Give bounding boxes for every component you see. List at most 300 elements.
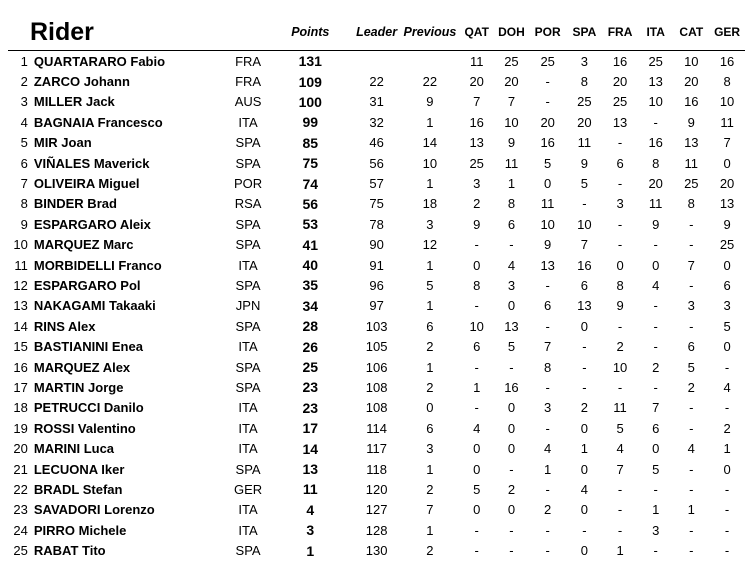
race-result-cell: - bbox=[653, 114, 658, 130]
nationality-cell: SPA bbox=[235, 155, 261, 171]
race-result-cell: 5 bbox=[723, 318, 731, 334]
race-result-cell: - bbox=[509, 522, 514, 538]
race-result-cell: 6 bbox=[723, 277, 731, 293]
race-result-cell: 7 bbox=[723, 135, 731, 151]
race-result-cell: 6 bbox=[507, 216, 516, 232]
gap-to-leader-cell: 105 bbox=[365, 339, 388, 355]
race-result-cell: 7 bbox=[473, 94, 481, 110]
rank-cell: 2 bbox=[20, 74, 28, 90]
race-result-cell: - bbox=[689, 237, 694, 253]
points-column-header: Points bbox=[268, 14, 353, 51]
race-result-cell: 9 bbox=[473, 216, 481, 232]
race-result-cell: - bbox=[545, 481, 550, 497]
nationality-cell: ITA bbox=[238, 420, 258, 436]
table-row bbox=[8, 51, 745, 72]
race-result-cell: 7 bbox=[652, 400, 660, 416]
race-result-cell: 1 bbox=[544, 461, 552, 477]
rider-name-cell: ROSSI Valentino bbox=[33, 420, 136, 436]
race-result-cell: 20 bbox=[577, 114, 592, 130]
nationality-cell: AUS bbox=[234, 94, 262, 110]
race-result-cell: 10 bbox=[612, 359, 628, 375]
table-row bbox=[8, 235, 745, 255]
race-result-cell: - bbox=[545, 318, 550, 334]
gap-to-leader-cell: 56 bbox=[369, 155, 384, 171]
points-cell: 85 bbox=[302, 134, 319, 151]
gap-to-leader-cell: 108 bbox=[365, 379, 388, 395]
nationality-cell: SPA bbox=[235, 379, 261, 395]
gap-to-previous-cell: 1 bbox=[426, 359, 434, 375]
rank-cell: 1 bbox=[20, 53, 28, 69]
gap-to-previous-cell: 1 bbox=[426, 298, 434, 314]
race-result-cell: - bbox=[617, 216, 623, 232]
race-result-cell: - bbox=[509, 461, 514, 477]
points-cell: 34 bbox=[302, 297, 319, 314]
table-row bbox=[8, 71, 745, 91]
race-result-cell: 7 bbox=[687, 257, 695, 273]
rank-cell: 17 bbox=[13, 379, 28, 395]
gap-to-previous-cell: 1 bbox=[426, 257, 434, 273]
race-result-cell: 0 bbox=[580, 461, 588, 477]
race-result-cell: 13 bbox=[612, 114, 628, 130]
points-cell: 26 bbox=[302, 338, 319, 355]
rank-cell: 10 bbox=[13, 237, 28, 253]
race-result-cell: 20 bbox=[540, 114, 555, 130]
race-result-cell: - bbox=[582, 339, 587, 355]
table-row bbox=[8, 92, 745, 112]
gap-to-leader-cell: 130 bbox=[365, 543, 388, 559]
race-result-cell: - bbox=[509, 237, 514, 253]
rider-name-cell: MARINI Luca bbox=[33, 441, 115, 457]
gap-to-previous-cell: 6 bbox=[426, 420, 434, 436]
race-result-cell: - bbox=[582, 359, 587, 375]
race-result-cell: 25 bbox=[540, 53, 555, 69]
gap-to-previous-cell: 5 bbox=[426, 277, 434, 293]
race-result-cell: 0 bbox=[544, 176, 552, 192]
rider-name-cell: BRADL Stefan bbox=[33, 481, 123, 497]
gap-to-leader-cell: 106 bbox=[365, 359, 388, 375]
race-result-cell: 13 bbox=[684, 135, 699, 151]
race-result-cell: 7 bbox=[580, 237, 588, 253]
rank-cell: 19 bbox=[13, 420, 28, 436]
race-result-cell: 5 bbox=[544, 155, 552, 171]
rank-cell: 18 bbox=[13, 400, 28, 416]
table-row bbox=[8, 336, 745, 356]
race-result-cell: 1 bbox=[616, 543, 624, 559]
race-result-cell: - bbox=[582, 379, 587, 395]
race-result-cell: - bbox=[617, 379, 623, 395]
race-result-cell: 2 bbox=[473, 196, 481, 212]
race-result-cell: 4 bbox=[687, 441, 695, 457]
rank-cell: 14 bbox=[13, 318, 28, 334]
rider-name-cell: OLIVEIRA Miguel bbox=[33, 176, 140, 192]
race-result-cell: - bbox=[689, 400, 694, 416]
rank-cell: 16 bbox=[13, 359, 28, 375]
gap-to-previous-cell: 1 bbox=[426, 114, 434, 130]
nationality-cell: ITA bbox=[238, 441, 258, 457]
race-result-cell: 10 bbox=[469, 318, 484, 334]
race-result-cell: 0 bbox=[723, 461, 731, 477]
gap-to-previous-cell: 14 bbox=[422, 135, 438, 151]
rider-name-cell: ESPARGARO Aleix bbox=[33, 216, 151, 232]
race-result-cell: 10 bbox=[719, 94, 735, 110]
points-cell: 109 bbox=[298, 73, 322, 90]
race-result-cell: 2 bbox=[580, 400, 588, 416]
nationality-cell: ITA bbox=[238, 257, 258, 273]
race-result-cell: - bbox=[724, 543, 730, 559]
race-result-cell: 1 bbox=[652, 502, 660, 518]
race-result-cell: 20 bbox=[719, 176, 735, 192]
race-result-cell: 0 bbox=[580, 502, 588, 518]
race-result-cell: 0 bbox=[473, 461, 481, 477]
rider-name-cell: QUARTARARO Fabio bbox=[33, 53, 166, 69]
points-cell: 74 bbox=[302, 175, 319, 192]
rank-cell: 5 bbox=[20, 135, 28, 151]
race-result-cell: 0 bbox=[473, 441, 481, 457]
race-result-cell: 0 bbox=[507, 441, 516, 457]
table-row bbox=[8, 296, 745, 316]
race-result-cell: 8 bbox=[507, 196, 516, 212]
gap-to-previous-cell: 2 bbox=[426, 339, 434, 355]
rider-name-cell: ZARCO Johann bbox=[33, 74, 130, 90]
table-row bbox=[8, 540, 745, 560]
gap-to-leader-cell: 103 bbox=[365, 318, 388, 334]
race-result-cell: 11 bbox=[577, 135, 592, 151]
race-result-cell: 16 bbox=[719, 53, 735, 69]
gap-to-leader-cell bbox=[353, 51, 401, 72]
race-result-cell: 16 bbox=[577, 257, 592, 273]
race-result-cell: 4 bbox=[580, 481, 588, 497]
points-cell: 11 bbox=[302, 481, 318, 498]
rider-name-cell: PIRRO Michele bbox=[33, 522, 127, 538]
race-result-cell: - bbox=[617, 176, 623, 192]
rank-cell: 7 bbox=[20, 176, 28, 192]
race-result-cell: 2 bbox=[652, 359, 660, 375]
points-cell: 99 bbox=[302, 114, 319, 131]
rank-cell: 12 bbox=[13, 277, 28, 293]
table-row bbox=[8, 459, 745, 479]
race-result-cell: 6 bbox=[616, 155, 624, 171]
race-result-cell: 5 bbox=[580, 176, 588, 192]
points-cell: 17 bbox=[302, 420, 319, 437]
gap-to-previous-cell: 1 bbox=[426, 522, 434, 538]
race-result-cell: 16 bbox=[648, 135, 663, 151]
points-cell: 35 bbox=[302, 277, 319, 294]
race-result-cell: - bbox=[689, 277, 694, 293]
rider-column-header: Rider bbox=[8, 14, 268, 51]
race-result-cell: 2 bbox=[544, 502, 552, 518]
race-result-cell: 5 bbox=[507, 339, 516, 355]
race-column-header: FRA bbox=[602, 14, 638, 51]
gap-to-previous-cell: 10 bbox=[422, 155, 438, 171]
race-result-cell: 25 bbox=[577, 94, 592, 110]
race-result-cell: 1 bbox=[723, 441, 731, 457]
gap-to-previous-cell: 18 bbox=[422, 196, 438, 212]
gap-to-previous-cell: 12 bbox=[422, 237, 438, 253]
race-result-cell: 10 bbox=[577, 216, 592, 232]
race-result-cell: 9 bbox=[616, 298, 624, 314]
nationality-cell: SPA bbox=[235, 216, 261, 232]
race-result-cell: 25 bbox=[469, 155, 484, 171]
gap-to-leader-cell: 118 bbox=[366, 461, 387, 477]
race-result-cell: 6 bbox=[473, 339, 481, 355]
points-cell: 56 bbox=[302, 195, 319, 212]
race-result-cell: - bbox=[689, 420, 694, 436]
race-result-cell: 5 bbox=[652, 461, 660, 477]
nationality-cell: SPA bbox=[235, 359, 261, 375]
race-result-cell: - bbox=[545, 522, 550, 538]
race-result-cell: 0 bbox=[473, 257, 481, 273]
rider-name-cell: MORBIDELLI Franco bbox=[33, 257, 162, 273]
race-result-cell: 16 bbox=[504, 379, 519, 395]
race-result-cell: 8 bbox=[473, 277, 481, 293]
race-result-cell: 9 bbox=[507, 135, 516, 151]
race-result-cell: 11 bbox=[720, 114, 734, 130]
race-result-cell: 3 bbox=[580, 53, 588, 69]
race-result-cell: - bbox=[545, 277, 550, 293]
gap-to-leader-cell: 32 bbox=[369, 114, 384, 130]
race-result-cell: - bbox=[689, 216, 694, 232]
rank-cell: 9 bbox=[20, 216, 28, 232]
race-result-cell: - bbox=[474, 359, 479, 375]
race-result-cell: 5 bbox=[473, 481, 481, 497]
race-result-cell: 2 bbox=[687, 379, 695, 395]
race-result-cell: 13 bbox=[540, 257, 555, 273]
race-result-cell: 0 bbox=[507, 502, 516, 518]
rider-name-cell: RINS Alex bbox=[33, 318, 96, 334]
race-result-cell: 11 bbox=[540, 196, 555, 212]
table-row bbox=[8, 398, 745, 418]
rank-cell: 20 bbox=[13, 441, 28, 457]
nationality-cell: POR bbox=[233, 176, 263, 192]
points-cell: 14 bbox=[302, 440, 319, 457]
points-cell: 75 bbox=[302, 155, 319, 172]
gap-to-previous-cell: 3 bbox=[426, 441, 434, 457]
race-result-cell: 16 bbox=[612, 53, 628, 69]
race-result-cell: - bbox=[545, 94, 550, 110]
race-result-cell: 3 bbox=[616, 196, 624, 212]
race-result-cell: 3 bbox=[544, 400, 552, 416]
race-result-cell: - bbox=[689, 543, 694, 559]
race-result-cell: 16 bbox=[469, 114, 484, 130]
race-result-cell: 9 bbox=[687, 114, 695, 130]
race-result-cell: 6 bbox=[580, 277, 588, 293]
race-result-cell: 0 bbox=[507, 400, 516, 416]
race-result-cell: 25 bbox=[719, 237, 735, 253]
table-row bbox=[8, 153, 745, 173]
race-column-header: ITA bbox=[638, 14, 674, 51]
race-result-cell: - bbox=[617, 135, 623, 151]
points-cell: 23 bbox=[302, 379, 319, 396]
gap-to-previous-cell: 22 bbox=[422, 74, 438, 90]
race-result-cell: - bbox=[689, 481, 694, 497]
rank-cell: 25 bbox=[13, 543, 28, 559]
rank-cell: 21 bbox=[13, 461, 28, 477]
nationality-cell: RSA bbox=[234, 196, 262, 212]
rank-cell: 15 bbox=[13, 339, 28, 355]
race-result-cell: - bbox=[724, 502, 730, 518]
table-body bbox=[8, 51, 745, 561]
points-cell: 13 bbox=[302, 461, 319, 477]
race-result-cell: 0 bbox=[473, 502, 481, 518]
points-cell: 40 bbox=[302, 257, 319, 274]
race-result-cell: 16 bbox=[684, 94, 699, 110]
nationality-cell: GER bbox=[233, 481, 263, 497]
points-cell: 131 bbox=[298, 53, 322, 70]
rank-cell: 23 bbox=[13, 502, 28, 518]
nationality-cell: ITA bbox=[238, 339, 258, 355]
gap-to-leader-cell: 117 bbox=[366, 441, 387, 457]
race-result-cell: - bbox=[689, 461, 694, 477]
race-result-cell: 0 bbox=[616, 257, 624, 273]
race-result-cell: 2 bbox=[616, 339, 624, 355]
race-result-cell: - bbox=[545, 379, 550, 395]
leader-column-header: Leader bbox=[353, 14, 401, 51]
race-result-cell: 3 bbox=[723, 298, 731, 314]
race-result-cell: 25 bbox=[504, 53, 519, 69]
race-column-header: POR bbox=[529, 14, 567, 51]
race-result-cell: 10 bbox=[684, 53, 699, 69]
rider-name-cell: VIÑALES Maverick bbox=[33, 155, 150, 171]
race-column-header: SPA bbox=[567, 14, 603, 51]
race-result-cell: 10 bbox=[540, 216, 555, 232]
rank-cell: 24 bbox=[13, 522, 28, 538]
table-row bbox=[8, 112, 745, 132]
race-result-cell: 5 bbox=[616, 420, 624, 436]
race-result-cell: 2 bbox=[507, 481, 516, 497]
gap-to-previous-cell: 2 bbox=[426, 543, 434, 559]
rank-cell: 13 bbox=[13, 298, 28, 314]
race-result-cell: - bbox=[582, 522, 587, 538]
race-result-cell: 0 bbox=[580, 543, 588, 559]
race-result-cell: - bbox=[617, 237, 623, 253]
race-result-cell: 25 bbox=[648, 53, 663, 69]
gap-to-leader-cell: 120 bbox=[365, 481, 388, 497]
race-result-cell: - bbox=[509, 543, 514, 559]
nationality-cell: SPA bbox=[235, 237, 261, 253]
race-result-cell: 0 bbox=[652, 441, 660, 457]
gap-to-leader-cell: 78 bbox=[369, 216, 384, 232]
race-result-cell: 4 bbox=[616, 441, 624, 457]
gap-to-previous-cell: 9 bbox=[426, 94, 434, 110]
table-row bbox=[8, 357, 745, 377]
race-result-cell: - bbox=[617, 481, 623, 497]
race-result-cell: 0 bbox=[652, 257, 660, 273]
rider-name-cell: NAKAGAMI Takaaki bbox=[33, 298, 156, 314]
race-result-cell: 13 bbox=[719, 196, 735, 212]
race-result-cell: - bbox=[689, 522, 694, 538]
race-result-cell: 7 bbox=[544, 339, 552, 355]
race-result-cell: - bbox=[474, 400, 479, 416]
standings-table bbox=[8, 14, 745, 561]
race-result-cell: 10 bbox=[504, 114, 519, 130]
race-result-cell: 4 bbox=[544, 441, 552, 457]
gap-to-previous-cell bbox=[401, 51, 460, 72]
race-result-cell: 9 bbox=[723, 216, 731, 232]
table-row bbox=[8, 418, 745, 438]
race-column-header: QAT bbox=[459, 14, 494, 51]
race-result-cell: 8 bbox=[723, 74, 731, 90]
race-result-cell: 20 bbox=[504, 74, 519, 90]
rider-name-cell: MIR Joan bbox=[33, 135, 92, 151]
nationality-cell: FRA bbox=[235, 53, 262, 69]
gap-to-previous-cell: 2 bbox=[426, 379, 434, 395]
race-result-cell: 9 bbox=[544, 237, 552, 253]
gap-to-leader-cell: 127 bbox=[365, 502, 388, 518]
gap-to-previous-cell: 1 bbox=[426, 461, 434, 477]
points-cell: 3 bbox=[306, 522, 315, 539]
race-result-cell: 1 bbox=[473, 379, 481, 395]
table-row bbox=[8, 520, 745, 540]
race-result-cell: 7 bbox=[616, 461, 624, 477]
table-header bbox=[8, 14, 745, 51]
table-row bbox=[8, 194, 745, 214]
race-result-cell: 8 bbox=[652, 155, 660, 171]
nationality-cell: ITA bbox=[238, 502, 258, 518]
gap-to-leader-cell: 97 bbox=[369, 298, 384, 314]
race-result-cell: - bbox=[653, 298, 658, 314]
nationality-cell: SPA bbox=[235, 318, 261, 334]
rank-cell: 22 bbox=[13, 481, 28, 497]
race-result-cell: 3 bbox=[473, 176, 481, 192]
gap-to-leader-cell: 91 bbox=[369, 257, 384, 273]
race-result-cell: - bbox=[653, 237, 658, 253]
rider-name-cell: MARQUEZ Alex bbox=[33, 359, 131, 375]
gap-to-previous-cell: 2 bbox=[426, 481, 434, 497]
nationality-cell: JPN bbox=[235, 298, 261, 314]
race-result-cell: 8 bbox=[544, 359, 552, 375]
race-result-cell: - bbox=[653, 481, 658, 497]
points-cell: 1 bbox=[306, 542, 315, 559]
table-row bbox=[8, 275, 745, 295]
race-result-cell: 8 bbox=[687, 196, 695, 212]
race-result-cell: 0 bbox=[580, 318, 588, 334]
race-result-cell: 6 bbox=[544, 298, 552, 314]
points-cell: 41 bbox=[302, 236, 319, 253]
race-result-cell: - bbox=[545, 74, 550, 90]
race-result-cell: - bbox=[724, 400, 730, 416]
rider-name-cell: BASTIANINI Enea bbox=[33, 339, 143, 355]
nationality-cell: ITA bbox=[238, 114, 258, 130]
race-result-cell: 7 bbox=[507, 94, 516, 110]
rider-name-cell: SAVADORI Lorenzo bbox=[33, 502, 155, 518]
race-result-cell: - bbox=[617, 502, 623, 518]
rider-name-cell: MARTIN Jorge bbox=[33, 379, 124, 395]
gap-to-previous-cell: 3 bbox=[426, 216, 434, 232]
race-result-cell: 11 bbox=[684, 155, 699, 171]
nationality-cell: SPA bbox=[235, 135, 261, 151]
race-result-cell: - bbox=[582, 196, 587, 212]
table-row bbox=[8, 173, 745, 193]
gap-to-previous-cell: 6 bbox=[426, 318, 434, 334]
table-row bbox=[8, 133, 745, 153]
race-result-cell: - bbox=[474, 543, 479, 559]
race-result-cell: 0 bbox=[507, 298, 516, 314]
points-cell: 23 bbox=[302, 399, 319, 416]
race-result-cell: 3 bbox=[687, 298, 695, 314]
race-result-cell: 3 bbox=[507, 277, 516, 293]
points-cell: 4 bbox=[306, 501, 315, 518]
rank-cell: 3 bbox=[20, 94, 28, 110]
table-row bbox=[8, 500, 745, 520]
table-row bbox=[8, 255, 745, 275]
points-cell: 25 bbox=[302, 359, 319, 376]
gap-to-leader-cell: 90 bbox=[369, 237, 384, 253]
race-result-cell: 13 bbox=[469, 135, 484, 151]
race-result-cell: 4 bbox=[473, 420, 481, 436]
gap-to-leader-cell: 96 bbox=[369, 277, 384, 293]
race-result-cell: 11 bbox=[504, 155, 519, 171]
nationality-cell: ITA bbox=[238, 522, 258, 538]
